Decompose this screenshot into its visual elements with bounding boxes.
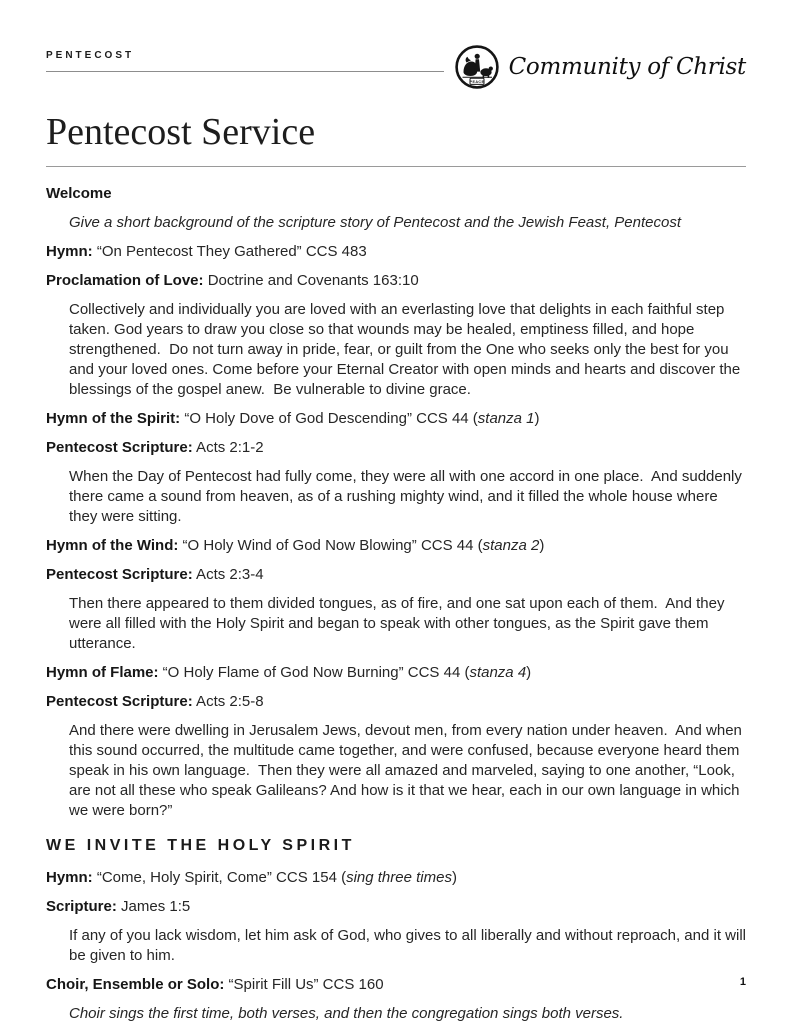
hymn-come-line xyxy=(46,868,746,888)
welcome-heading xyxy=(46,184,746,204)
brand-lockup xyxy=(454,44,746,90)
line-label: Proclamation of Love: xyxy=(46,271,204,289)
line-value: Acts 2:5-8 xyxy=(192,692,264,710)
scripture-text-acts-2-1: When the Day of Pentecost had fully come, they were all with one accord in one place. And suddenly there came a sound from heaven, as of a rushing mighty wind, and it filled the whole house where they were sitting. xyxy=(69,467,747,525)
line-value: Acts 2:3-4 xyxy=(192,565,264,583)
line-label: Scripture: xyxy=(46,897,117,915)
page-header xyxy=(46,44,746,90)
line-label: Pentecost Scripture: xyxy=(46,565,193,583)
proclamation-line xyxy=(46,271,746,291)
line-label: Hymn: xyxy=(46,242,93,260)
section-heading-invite-holy-spirit: WE INVITE THE HOLY SPIRIT xyxy=(46,836,355,854)
close-paren: ) xyxy=(534,409,540,427)
pentecost-scripture-line-1 xyxy=(46,438,746,458)
header-left xyxy=(46,44,444,72)
header-divider xyxy=(46,71,444,72)
line-value: “O Holy Dove of God Descending” CCS 44 ( xyxy=(180,409,478,427)
line-label: Choir, Ensemble or Solo: xyxy=(46,975,225,993)
hymn-of-wind-line xyxy=(46,536,746,556)
pentecost-scripture-line-3 xyxy=(46,692,746,712)
line-label: Hymn: xyxy=(46,868,93,886)
stanza-note: stanza 1 xyxy=(477,409,535,427)
close-paren: ) xyxy=(539,536,545,554)
line-value: Acts 2:1-2 xyxy=(192,438,264,456)
line-value: “Come, Holy Spirit, Come” CCS 154 ( xyxy=(92,868,347,886)
welcome-label: Welcome xyxy=(46,184,112,202)
line-label: Hymn of the Wind: xyxy=(46,536,179,554)
page-number: 1 xyxy=(739,976,746,988)
sing-note: sing three times xyxy=(346,868,452,886)
peace-seal-icon xyxy=(454,44,500,90)
proclamation-text: Collectively and individually you are loved with an everlasting love that delights in each faithful step taken. God years to draw you close so that wounds may be healed, emptiness filled, and hope strengthened. Do not turn away in pride, fear, or guilt from the One who seeks only the best for you and your loved ones. Come before your Eternal Creator with open minds and hearts and discover the blessings of the gospel anew. Be vulnerable to divine grace. xyxy=(69,300,745,398)
eyebrow-label: PENTECOST xyxy=(46,50,135,61)
stanza-note: stanza 4 xyxy=(469,663,527,681)
choir-instruction-note: Choir sings the first time, both verses, and then the congregation sings both verses. xyxy=(69,1004,624,1022)
title-divider xyxy=(46,166,746,167)
line-value: “O Holy Flame of God Now Burning” CCS 44 ( xyxy=(158,663,470,681)
line-value: “Spirit Fill Us” CCS 160 xyxy=(224,975,384,993)
line-value: “O Holy Wind of God Now Blowing” CCS 44 ( xyxy=(178,536,483,554)
hymn-of-spirit-line xyxy=(46,409,746,429)
close-paren: ) xyxy=(451,868,457,886)
line-label: Hymn of the Spirit: xyxy=(46,409,181,427)
close-paren: ) xyxy=(526,663,532,681)
hymn-gathered-line xyxy=(46,242,746,262)
brand-wordmark: Community of Christ xyxy=(508,54,746,80)
line-value: James 1:5 xyxy=(116,897,191,915)
scripture-text-james: If any of you lack wisdom, let him ask of God, who gives to all liberally and without reproach, and it will be given to him. xyxy=(69,926,751,964)
line-value: Doctrine and Covenants 163:10 xyxy=(203,271,419,289)
choir-line xyxy=(46,975,746,995)
line-value: “On Pentecost They Gathered” CCS 483 xyxy=(92,242,367,260)
line-label: Hymn of Flame: xyxy=(46,663,159,681)
seal-peace-text: PEACE xyxy=(469,80,484,84)
line-label: Pentecost Scripture: xyxy=(46,438,193,456)
line-label: Pentecost Scripture: xyxy=(46,692,193,710)
pentecost-scripture-line-2 xyxy=(46,565,746,585)
page-title: Pentecost Service xyxy=(46,111,316,153)
stanza-note: stanza 2 xyxy=(482,536,540,554)
scripture-text-acts-2-3: Then there appeared to them divided tongues, as of fire, and one sat upon each of them. And they were all filled with the Holy Spirit and began to speak with other tongues, as the Spirit gave them utterance. xyxy=(69,594,729,652)
scripture-text-acts-2-5: And there were dwelling in Jerusalem Jews, devout men, from every nation under heaven. And when this sound occurred, the multitude came together, and were confused, because everyone heard them speak in his own language. Then they were all amazed and marveled, saying to one another, “Look, are not all these who speak Galileans? And how is it that we hear, each in our own language in which we were born?” xyxy=(69,721,747,819)
hymn-of-flame-line xyxy=(46,663,746,683)
service-program xyxy=(46,184,751,1024)
leader-instruction-note: Give a short background of the scripture story of Pentecost and the Jewish Feast, Pentecost xyxy=(69,213,681,231)
scripture-james-line xyxy=(46,897,746,917)
